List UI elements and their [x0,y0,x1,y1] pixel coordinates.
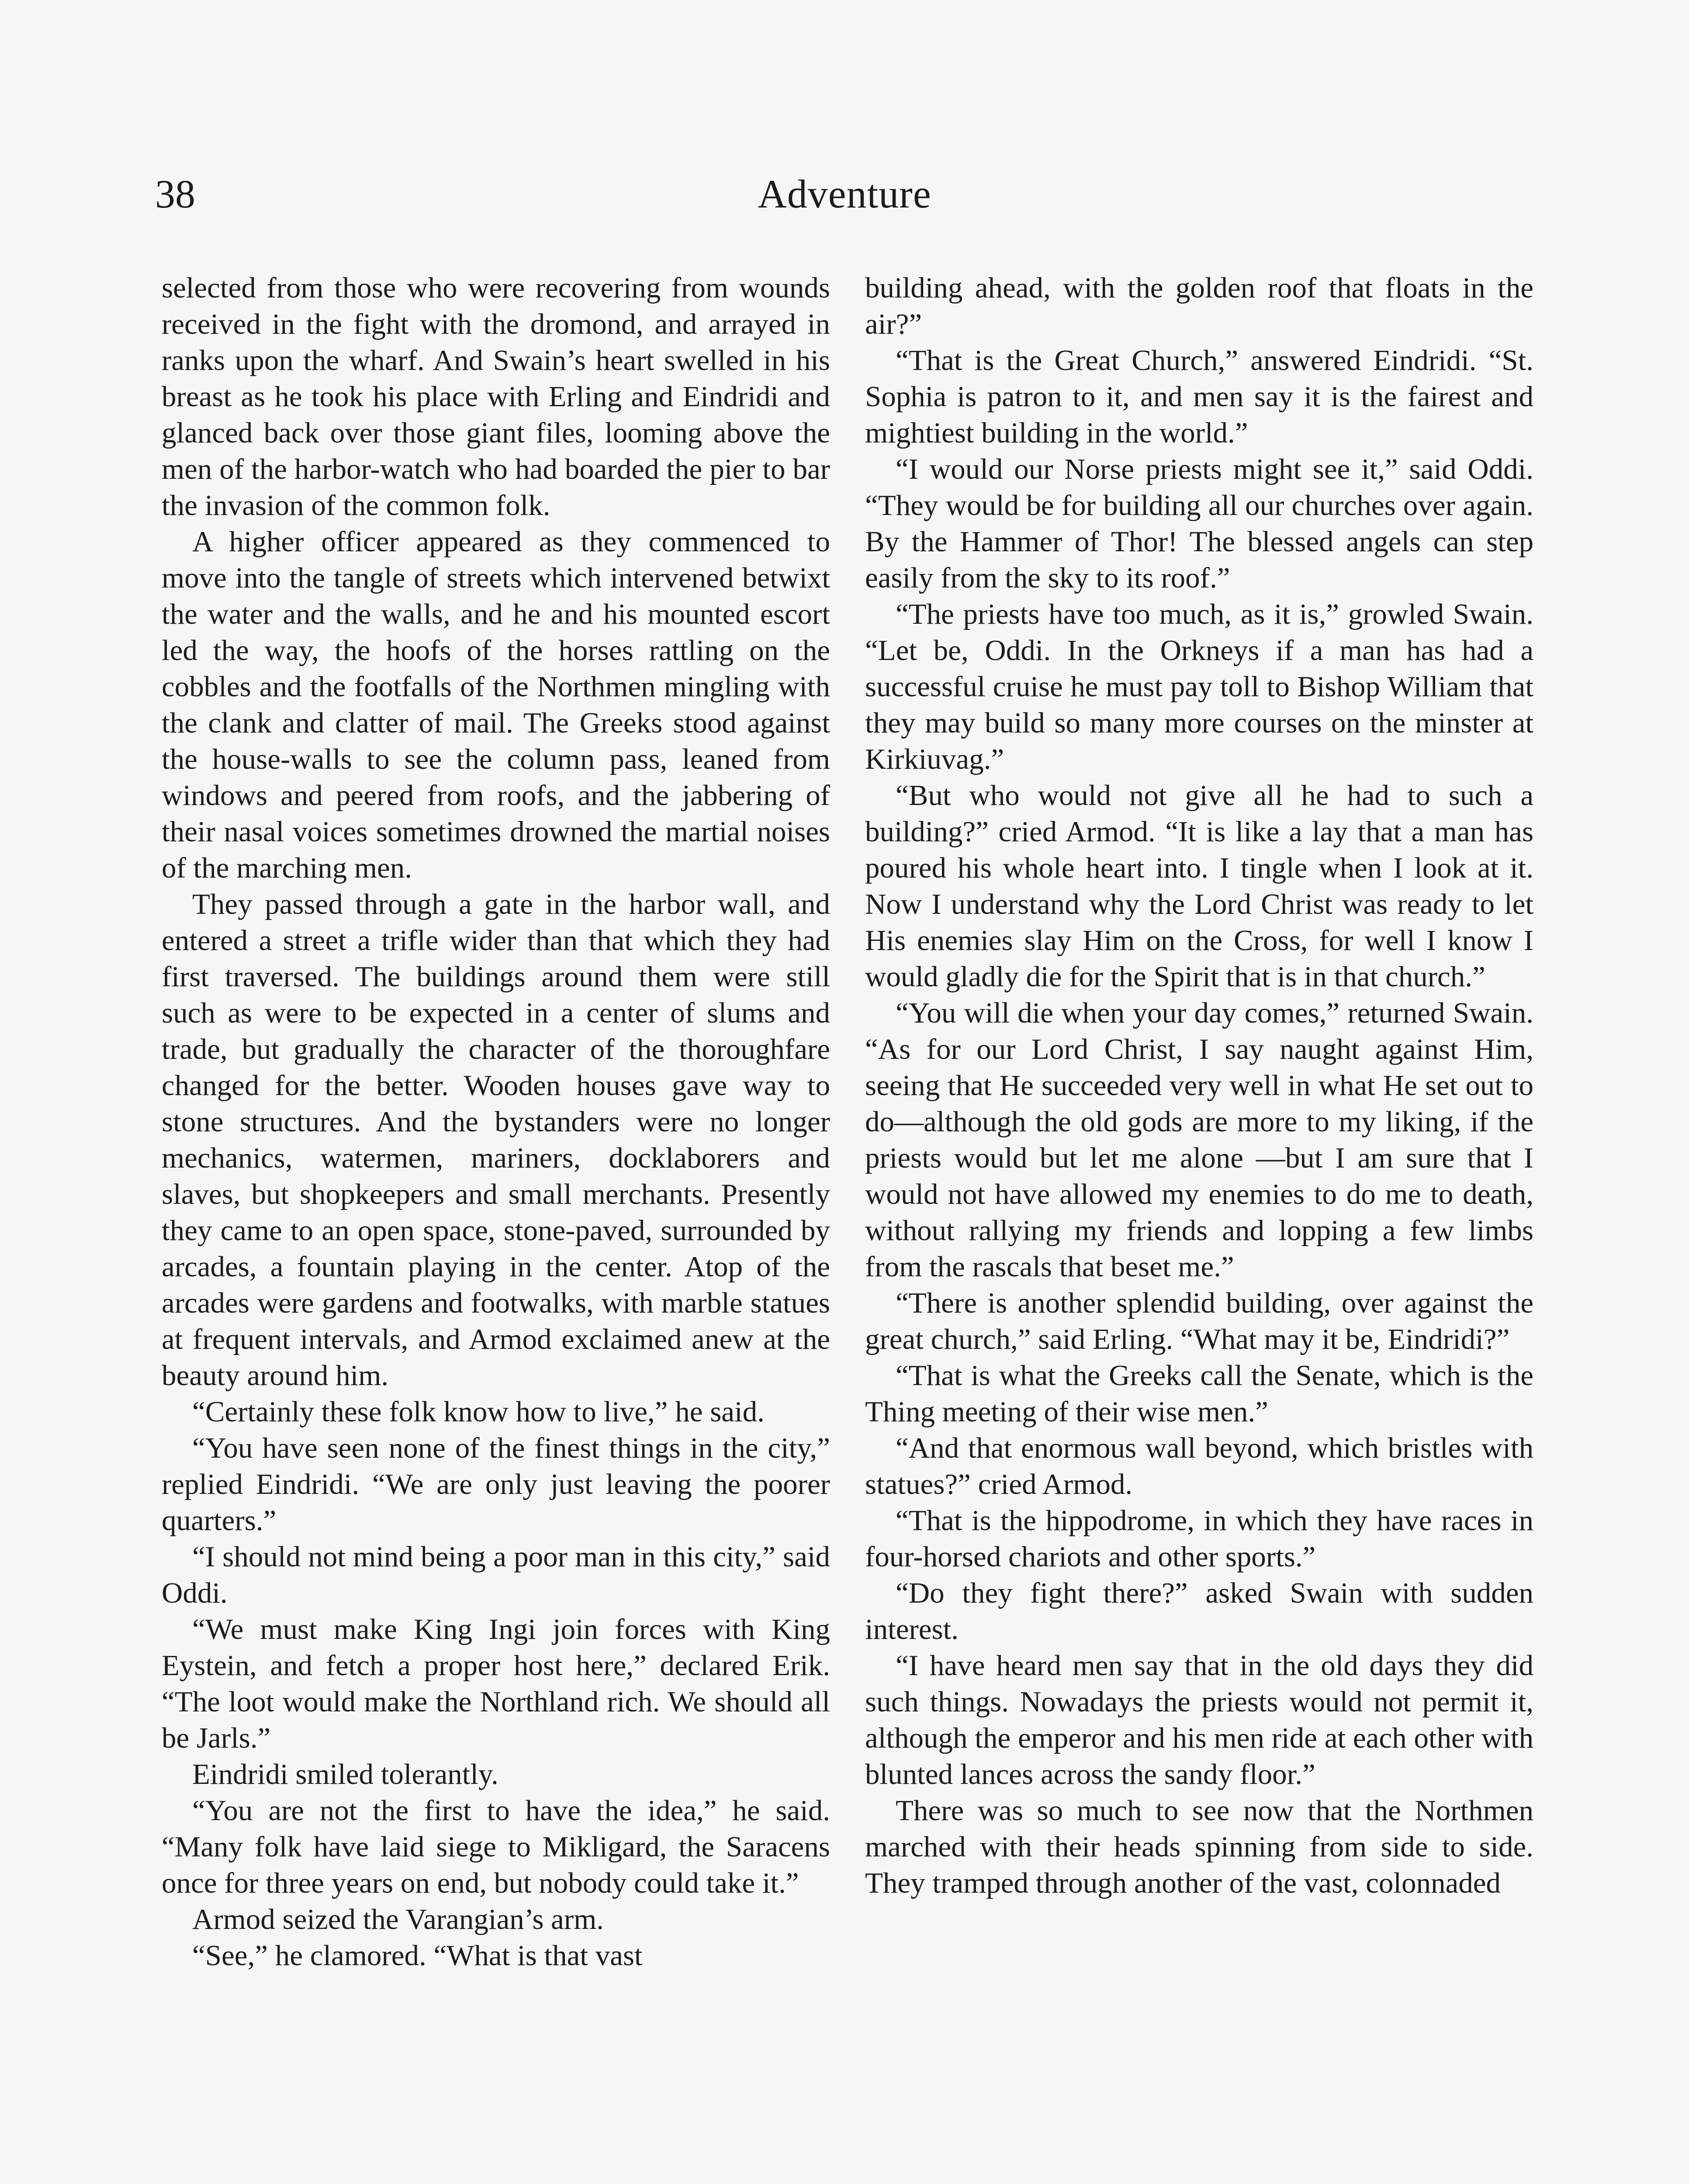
paragraph: There was so much to see now that the Northmen marched with their heads spinning from side to side. They tramped through another of the vast, colonnaded [865,1794,1533,1899]
page-number: 38 [155,172,195,216]
paragraph: They passed through a gate in the harbor wall, and entered a street a trifle wider than that which they had first traversed. The buildings around them were still such as were to be expected in a center of slums and trade, but gradually the character of the thoroughfare changed for the better. Wooden houses gave way to stone structures. And the bystanders were no longer mechanics, watermen, mariners, docklaborers and slaves, but shopkeepers and small merchants. Presently they came to an open space, stone-paved, surrounded by arcades, a fountain playing in the center. Atop of the arcades were gardens and footwalks, with marble statues at frequent intervals, and Armod exclaimed anew at the beauty around him. [162,888,830,1392]
paragraph: selected from those who were recovering from wounds received in the fight with the dromond, and arrayed in ranks upon the wharf. And Swain’s heart swelled in his breast as he took his place with Erling and Eindridi and glanced back over those giant files, looming above the men of the harbor-watch who had boarded the pier to bar the invasion of the common folk. [162,272,830,522]
paragraph: “Certainly these folk know how to live,” he said. [192,1396,765,1428]
paragraph: Armod seized the Varangian’s arm. [192,1903,604,1935]
paragraph: “I have heard men say that in the old days they did such things. Nowadays the priests would not permit it, although the emperor and his men ride at each other with blunted lances across the sandy floor.” [865,1649,1533,1790]
paragraph: “You have seen none of the finest things in the city,” replied Eindridi. “We are only just leaving the poorer quarters.” [162,1432,830,1537]
paragraph: “That is the Great Church,” answered Eindridi. “St. Sophia is patron to it, and men say it is the fairest and mightiest building in the world.” [865,344,1533,449]
paragraph: “We must make King Ingi join forces with King Eystein, and fetch a proper host here,” declared Erik. “The loot would make the Northland rich. We should all be Jarls.” [162,1613,830,1754]
paragraph: “See,” he clamored. “What is that vast [192,1939,643,1972]
paragraph: “That is the hippodrome, in which they have races in four-horsed chariots and other sports.” [865,1504,1533,1573]
paragraph: “But who would not give all he had to such a building?” cried Armod. “It is like a lay that a man has poured his whole heart into. I tingle when I look at it. Now I understand why the Lord Christ was ready to let His enemies slay Him on the Cross, for well I know I would gladly die for the Spirit that is in that church.” [865,779,1533,993]
paragraph: building ahead, with the golden roof that floats in the air?” [865,272,1533,340]
right-column [865,270,1533,1901]
paragraph: Eindridi smiled tolerantly. [192,1758,498,1790]
paragraph: “That is what the Greeks call the Senate, which is the Thing meeting of their wise men.” [865,1359,1533,1428]
paragraph: “Do they fight there?” asked Swain with sudden interest. [865,1577,1533,1645]
paragraph: “I would our Norse priests might see it,” said Oddi. “They would be for building all our churches over again. By the Hammer of Thor! The blessed angels can step easily from the sky to its roof.” [865,453,1533,594]
paragraph: “And that enormous wall beyond, which bristles with statues?” cried Armod. [865,1432,1533,1500]
paragraph: A higher officer appeared as they commenced to move into the tangle of streets which intervened betwixt the water and the walls, and he and his mounted escort led the way, the hoofs of the horses rattling on the cobbles and the footfalls of the Northmen mingling with the clank and clatter of mail. The Greeks stood against the house-walls to see the column pass, leaned from windows and peered from roofs, and the jabbering of their nasal voices sometimes drowned the martial noises of the marching men. [162,525,830,884]
paragraph: “There is another splendid building, over against the great church,” said Erling. “What may it be, Eindridi?” [865,1287,1533,1355]
paragraph: “You will die when your day comes,” returned Swain. “As for our Lord Christ, I say naught against Him, seeing that He succeeded very well in what He set out to do—although the old gods are more to my liking, if the priests would but let me alone —but I am sure that I would not have allowed my enemies to do me to death, without rallying my friends and lopping a few limbs from the rascals that beset me.” [865,997,1533,1283]
paragraph: “You are not the first to have the idea,” he said. “Many folk have laid siege to Mikligard, the Saracens once for three years on end, but nobody could take it.” [162,1794,830,1899]
paragraph: “I should not mind being a poor man in this city,” said Oddi. [162,1541,830,1609]
running-title: Adventure [758,172,931,216]
paragraph: “The priests have too much, as it is,” growled Swain. “Let be, Oddi. In the Orkneys if a man has had a successful cruise he must pay toll to Bishop William that they may build so many more courses on the minster at Kirkiuvag.” [865,598,1533,775]
left-column [162,270,830,1974]
